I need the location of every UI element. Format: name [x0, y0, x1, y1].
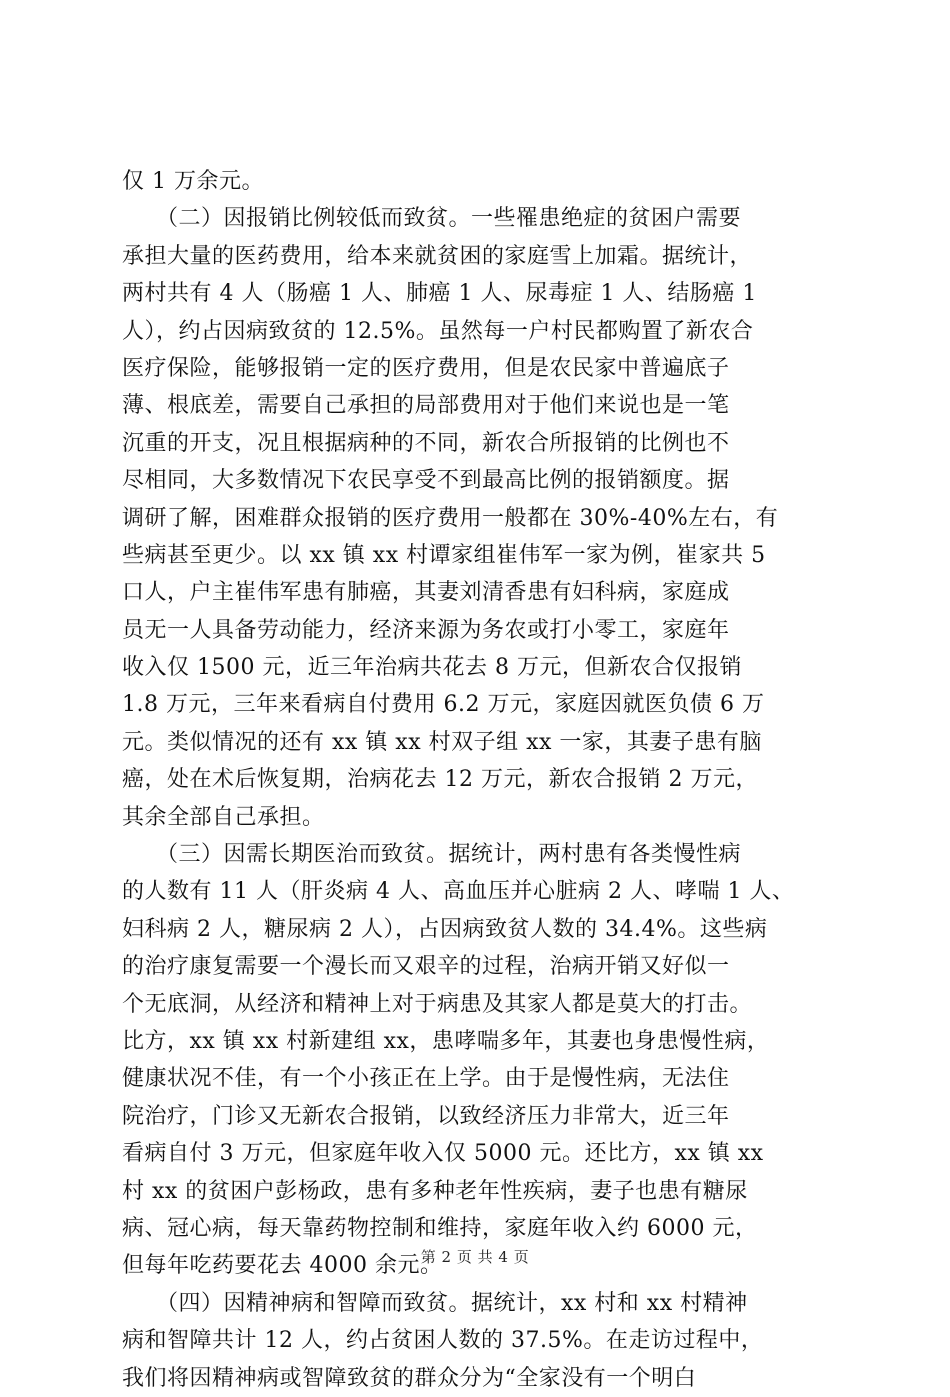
text-line: 两村共有 4 人（肠癌 1 人、肺癌 1 人、尿毒症 1 人、结肠癌 1 [122, 281, 757, 307]
text-line: （四）因精神病和智障而致贫。据统计，xx 村和 xx 村精神 [122, 1290, 748, 1316]
text-line: 但每年吃药要花去 4000 余元。 [122, 1253, 443, 1279]
text-line: 病、冠心病，每天靠药物控制和维持，家庭年收入约 6000 元， [122, 1215, 758, 1241]
text-line: 员无一人具备劳动能力，经济来源为务农或打小零工，家庭年 [122, 617, 730, 643]
text-line: 的治疗康复需要一个漫长而又艰辛的过程，治病开销又好似一 [122, 954, 730, 980]
text-line: （三）因需长期医治而致贫。据统计，两村患有各类慢性病 [122, 842, 742, 868]
text-line: 仅 1 万余元。 [122, 169, 264, 194]
text-line: 收入仅 1500 元，近三年治病共花去 8 万元，但新农合仅报销 [122, 655, 742, 681]
text-line: 院治疗，门诊又无新农合报销，以致经济压力非常大，近三年 [122, 1103, 730, 1129]
text-line: 医疗保险，能够报销一定的医疗费用，但是农民家中普遍底子 [122, 355, 730, 381]
text-line: 村 xx 的贫困户彭杨政，患有多种老年性疾病，妻子也患有糖尿 [122, 1178, 748, 1204]
text-line: 看病自付 3 万元，但家庭年收入仅 5000 元。还比方，xx 镇 xx [122, 1141, 764, 1167]
text-line: 妇科病 2 人，糖尿病 2 人），占因病致贫人数的 34.4%。这些病 [122, 916, 768, 942]
text-line: 人），约占因病致贫的 12.5%。虽然每一户村民都购置了新农合 [122, 318, 754, 344]
text-line: 1.8 万元，三年来看病自付费用 6.2 万元，家庭因就医负债 6 万 [122, 692, 765, 718]
text-line: 些病甚至更少。以 xx 镇 xx 村谭家组崔伟军一家为例，崔家共 5 [122, 542, 766, 568]
text-line: 其余全部自己承担。 [122, 804, 325, 830]
text-line: 癌，处在术后恢复期，治病花去 12 万元，新农合报销 2 万元， [122, 767, 758, 793]
text-line: 的人数有 11 人（肝炎病 4 人、高血压并心脏病 2 人、哮喘 1 人、 [122, 879, 795, 905]
text-line: 口人，户主崔伟军患有肺癌，其妻刘清香患有妇科病，家庭成 [122, 580, 730, 606]
text-line: 健康状况不佳，有一个小孩正在上学。由于是慢性病，无法住 [122, 1066, 730, 1092]
text-line: （二）因报销比例较低而致贫。一些罹患绝症的贫困户需要 [122, 206, 742, 232]
text-line: 病和智障共计 12 人，约占贫困人数的 37.5%。在走访过程中， [122, 1328, 764, 1354]
page-footer [0, 1246, 950, 1267]
text-line: 调研了解，困难群众报销的医疗费用一般都在 30%-40%左右，有 [122, 505, 779, 531]
text-line: 我们将因精神病或智障致贫的群众分为“全家没有一个明白 [122, 1365, 697, 1391]
text-line: 比方，xx 镇 xx 村新建组 xx，患哮喘多年，其妻也身患慢性病， [122, 1028, 770, 1054]
body-text [122, 163, 834, 1397]
text-line: 元。类似情况的还有 xx 镇 xx 村双子组 xx 一家，其妻子患有脑 [122, 729, 762, 755]
text-line: 个无底洞，从经济和精神上对于病患及其家人都是莫大的打击。 [122, 991, 753, 1017]
page-number-label: 第 2 页 共 4 页 [420, 1248, 530, 1266]
text-line: 薄、根底差，需要自己承担的局部费用对于他们来说也是一笔 [122, 393, 730, 419]
text-line: 沉重的开支，况且根据病种的不同，新农合所报销的比例也不 [122, 430, 730, 456]
text-line: 尽相同，大多数情况下农民享受不到最高比例的报销额度。据 [122, 468, 730, 494]
text-line: 承担大量的医药费用，给本来就贫困的家庭雪上加霜。据统计， [122, 243, 753, 269]
